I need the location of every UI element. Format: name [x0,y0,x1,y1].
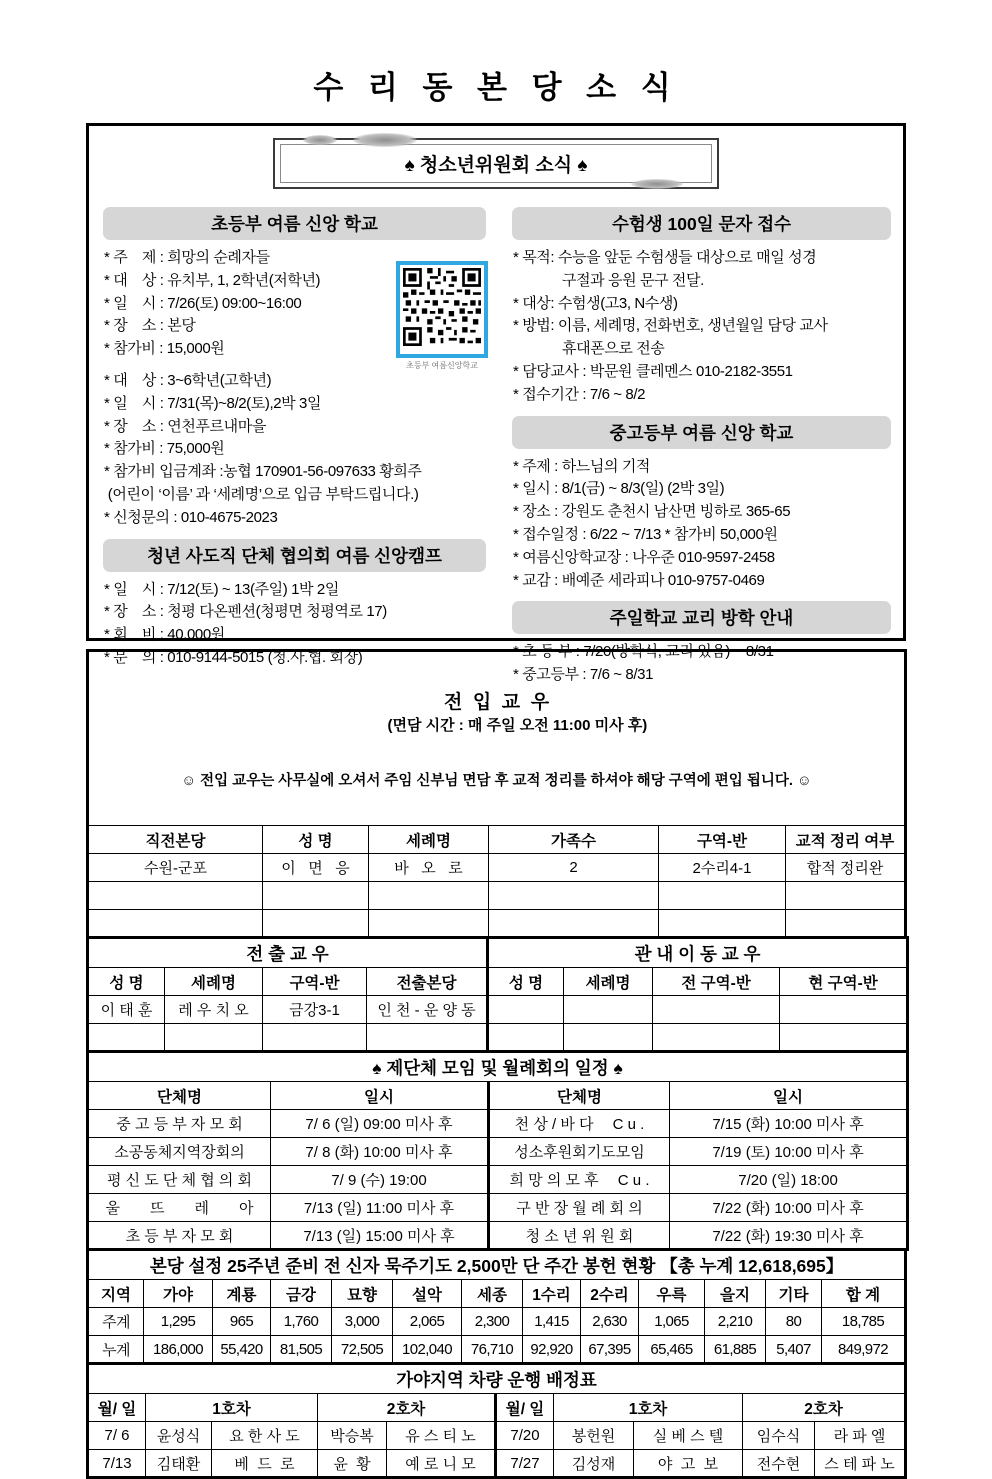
cell [780,1024,908,1052]
info-line: * 일 시 : 7/12(토) ~ 13(주일) 1박 2일 [104,580,339,598]
qr-code [396,261,488,358]
cell: 초 등 부 자 모 회 [88,1222,271,1250]
cell [488,1024,564,1052]
info-line: * 일 시 : 7/26(토) 09:00~16:00 [104,294,302,312]
info-line: * 교감 : 배예준 세라피나 010-9757-0469 [513,571,765,589]
shuttle-assignment-table [86,1362,907,1479]
info-line: * 일 시 : 7/31(목)~8/2(토),2박 3일 [104,394,322,412]
col-header: 일시 [271,1082,489,1110]
rosary-offering-table [86,1248,907,1365]
cell: 요 한 사 도 [212,1422,318,1450]
table-row [88,910,906,938]
info-line: * 주제 : 하느님의 기적 [513,457,650,475]
cell: 5,407 [766,1336,822,1364]
cell [786,882,906,910]
cell: 합적 정리완 [786,854,906,882]
cell: 186,000 [144,1336,213,1364]
col-header: 계룡 [213,1280,271,1308]
cell: 7/27 [496,1450,554,1478]
table-row [88,1194,908,1222]
section-header-elementary-summer-school: 초등부 여름 신앙 학교 [103,207,486,240]
table-row [88,1422,906,1450]
cell: 구 반 장 월 례 회 의 [489,1194,670,1222]
cell: 스 테 파 노 [815,1450,906,1478]
col-header: 합 계 [822,1280,906,1308]
col-header: 가족수 [489,826,659,854]
cell: 7/ 6 [88,1422,146,1450]
cell: 이 태 훈 [88,996,165,1024]
ink-smudge [353,133,417,147]
col-header: 단체명 [489,1082,670,1110]
youth-camp-info [97,579,492,670]
cell: 7/ 8 (화) 10:00 미사 후 [271,1138,489,1166]
cell [564,996,653,1024]
col-header: 금강 [271,1280,332,1308]
cell: 3,000 [332,1308,393,1336]
col-header: 전출본당 [367,968,488,996]
col-header: 1호차 [146,1394,318,1422]
cell: 수원-군포 [88,854,263,882]
section-header-exam-100days: 수험생 100일 문자 접수 [512,207,891,240]
info-line: 휴대폰으로 전송 [562,340,665,358]
cell [786,910,906,938]
transfer-in-title-text: 전 입 교 우 [443,692,550,713]
cell: 76,710 [462,1336,523,1364]
cell: 1,760 [271,1308,332,1336]
ink-smudge [631,179,683,189]
local-move-title: 관 내 이 동 교 우 [488,938,908,968]
info-line: * 대 상 : 3~6학년(고학년) [104,371,272,389]
cell: 예 로 니 모 [387,1450,496,1478]
col-header: 2호차 [318,1394,496,1422]
cell [653,996,780,1024]
table-row [88,996,908,1024]
cell: 2,630 [581,1308,639,1336]
cell: 102,040 [393,1336,462,1364]
transfer-in-title-note: (면담 시간 : 매 주일 오전 11:00 미사 후) [387,717,648,734]
table-row [88,882,906,910]
cell: 2,210 [705,1308,766,1336]
col-header: 교적 정리 여부 [786,826,906,854]
exam-100days-info [506,247,897,407]
col-header: 직전본당 [88,826,263,854]
cumulative-row [88,1336,906,1364]
info-line: * 참가비 입금계좌 :농협 170901-56-097633 황희주 [104,463,422,481]
cell: 7/ 6 (일) 09:00 미사 후 [271,1110,489,1138]
info-line: (어린이 ‘이름’ 과 ‘세례명’으로 입금 부탁드립니다.) [104,485,419,503]
info-line: * 목적: 수능을 앞둔 수험생들 대상으로 매일 성경 [513,249,817,266]
table-row [88,1222,908,1250]
cell: 7/13 (일) 15:00 미사 후 [271,1222,489,1250]
transfer-out-title: 전 출 교 우 [88,938,488,968]
qr-caption: 초등부 여름신앙학교 [406,361,478,370]
cell: 2 [489,854,659,882]
left-column [93,201,496,696]
table-row [88,1110,908,1138]
col-header: 구역-반 [263,968,367,996]
cell: 1,415 [523,1308,581,1336]
cell [369,910,489,938]
header-row [88,1082,908,1110]
middlehigh-summer-info [506,456,897,593]
cell: 7/19 (토) 10:00 미사 후 [670,1138,908,1166]
cell [488,996,564,1024]
cell: 성소후원회기도모임 [489,1138,670,1166]
youth-committee-box [86,123,906,684]
cell: 실 베 스 텔 [634,1422,743,1450]
col-header: 가야 [144,1280,213,1308]
col-header: 현 구역-반 [780,968,908,996]
table-row [88,1024,908,1052]
cell [780,996,908,1024]
table-row [88,854,906,882]
col-header: 성 명 [263,826,369,854]
col-header: 을지 [705,1280,766,1308]
qr-code-image [403,268,481,346]
cell: 81,505 [271,1336,332,1364]
cell [489,910,659,938]
cell: 7/22 (화) 10:00 미사 후 [670,1194,908,1222]
col-header: 묘향 [332,1280,393,1308]
cell: 7/13 [88,1450,146,1478]
cell: 김성재 [554,1450,634,1478]
cell: 레 우 치 오 [165,996,263,1024]
col-header: 일시 [670,1082,908,1110]
col-header: 성 명 [88,968,165,996]
cell: 2,300 [462,1308,523,1336]
cell [165,1024,263,1052]
right-column [496,201,899,696]
info-line: * 참가비 : 15,000원 [104,340,225,358]
col-header: 우륵 [639,1280,705,1308]
table-row [88,1450,906,1478]
cell: 누계 [88,1336,144,1364]
cell: 봉헌원 [554,1422,634,1450]
cell: 평 신 도 단 체 협 의 회 [88,1166,271,1194]
cell [88,910,263,938]
col-header: 월/ 일 [88,1394,146,1422]
cell [564,1024,653,1052]
cell: 1,295 [144,1308,213,1336]
cell: 7/20 [496,1422,554,1450]
header-row [88,968,908,996]
transfer-in-header-row [88,826,906,854]
cell [263,882,369,910]
cell [659,882,786,910]
col-header: 전 구역-반 [653,968,780,996]
page-title: 수 리 동 본 당 소 식 [313,70,679,105]
header-row [88,1394,906,1422]
cell: 92,920 [523,1336,581,1364]
col-header: 기타 [766,1280,822,1308]
info-line: * 참가비 : 75,000원 [104,440,225,458]
col-header: 세례명 [165,968,263,996]
col-header: 세종 [462,1280,523,1308]
col-header: 지역 [88,1280,144,1308]
transfer-in-subtitle: ☺ 전입 교우는 사무실에 오셔서 주임 신부님 면담 후 교적 정리를 하셔야 해당 구역에 편입 됩니다. ☺ [181,773,812,789]
cell: 67,395 [581,1336,639,1364]
cell: 베 드 로 [212,1450,318,1478]
cell: 박승복 [318,1422,387,1450]
cell: 울 뜨 레 아 [88,1194,271,1222]
cell: 김태환 [146,1450,212,1478]
cell: 바 오 로 [369,854,489,882]
cell: 윤 황 [318,1450,387,1478]
col-header: 설악 [393,1280,462,1308]
cell: 유 스 티 노 [387,1422,496,1450]
ink-smudge [303,135,337,145]
cell: 7/13 (일) 11:00 미사 후 [271,1194,489,1222]
cell: 65,465 [639,1336,705,1364]
info-line: * 신청문의 : 010-4675-2023 [104,508,278,526]
section-header-youth-apostolate-camp: 청년 사도직 단체 협의회 여름 신앙캠프 [103,539,486,572]
cell: 인 천 - 운 양 동 [367,996,488,1024]
cell [367,1024,488,1052]
info-line: 구절과 응원 문구 전달. [562,271,704,289]
cell: 80 [766,1308,822,1336]
col-header: 2수리 [581,1280,639,1308]
info-line: * 장소 : 강원도 춘천시 남산면 빙하로 365-65 [513,503,791,521]
table-row [88,1166,908,1194]
cell [489,882,659,910]
table-row [88,1138,908,1166]
info-line: * 주 제 : 희망의 순례자들 [104,249,270,266]
cell: 1,065 [639,1308,705,1336]
info-line: * 방법: 이름, 세례명, 전화번호, 생년월일 담당 교사 [513,317,828,335]
cell [88,882,263,910]
col-header: 1호차 [554,1394,743,1422]
group-meetings-table [86,1050,909,1251]
cell: 18,785 [822,1308,906,1336]
info-line: * 대 상 : 유치부, 1, 2학년(저학년) [104,271,321,289]
cell: 주계 [88,1308,144,1336]
cell: 소공동체지역장회의 [88,1138,271,1166]
youth-news-banner [273,138,719,189]
cell: 7/22 (화) 19:30 미사 후 [670,1222,908,1250]
cell: 849,972 [822,1336,906,1364]
cell: 중 고 등 부 자 모 회 [88,1110,271,1138]
info-line: * 접수기간 : 7/6 ~ 8/2 [513,385,646,403]
transfer-out-local-move-table [86,936,909,1053]
cell [659,910,786,938]
sunday-school-vacation-info [506,641,897,687]
cell: 2수리4-1 [659,854,786,882]
info-line: * 중고등부 : 7/6 ~ 8/31 [513,666,654,684]
cell: 7/ 9 (수) 19:00 [271,1166,489,1194]
info-line: * 초 등 부 : 7/20(방학식, 교리 있음) ~ 8/31 [513,643,774,661]
cell [263,910,369,938]
cell: 임수식 [743,1422,815,1450]
info-line: * 회 비 : 40,000원 [104,626,225,644]
cell: 55,420 [213,1336,271,1364]
info-line: * 일시 : 8/1(금) ~ 8/3(일) (2박 3일) [513,480,725,498]
cell: 천 상 / 바 다 C u . [489,1110,670,1138]
col-header: 월/ 일 [496,1394,554,1422]
cell: 72,505 [332,1336,393,1364]
info-line: * 장 소 : 본당 [104,317,196,335]
cell: 희 망 의 모 후 C u . [489,1166,670,1194]
col-header: 성 명 [488,968,564,996]
col-header: 세례명 [564,968,653,996]
section-header-middlehigh-summer-school: 중고등부 여름 신앙 학교 [512,416,891,449]
cell: 2,065 [393,1308,462,1336]
shuttle-title: 가야지역 차량 운행 배정표 [88,1364,906,1394]
group-meetings-title: ♠ 제단체 모임 및 월례회의 일정 ♠ [88,1052,908,1082]
rosary-title: 본당 설정 25주년 준비 전 신자 묵주기도 2,500만 단 주간 봉헌 현황 【총 누계 12,618,695】 [88,1250,906,1280]
cell [653,1024,780,1052]
info-line: * 담당교사 : 박문원 클레멘스 010-2182-3551 [513,362,793,380]
header-row [88,1280,906,1308]
qr-code-block [392,261,492,371]
info-line: * 접수일정 : 6/22 ~ 7/13 * 참가비 50,000원 [513,525,778,543]
col-header: 2호차 [743,1394,906,1422]
section-header-sunday-school-vacation: 주일학교 교리 방학 안내 [512,601,891,634]
info-line: * 대상: 수험생(고3, N수생) [513,294,678,312]
cell: 965 [213,1308,271,1336]
info-line: * 여름신앙학교장 : 나우준 010-9597-2458 [513,548,775,566]
cell: 라 파 엘 [815,1422,906,1450]
cell [88,1024,165,1052]
info-line: * 장 소 : 연천푸르내마을 [104,417,266,435]
cell: 전수현 [743,1450,815,1478]
cell [263,1024,367,1052]
col-header: 구역-반 [659,826,786,854]
cell: 야 고 보 [634,1450,743,1478]
cell: 7/20 (일) 18:00 [670,1166,908,1194]
cell: 61,885 [705,1336,766,1364]
col-header: 단체명 [88,1082,271,1110]
weekly-row [88,1308,906,1336]
cell: 이 면 응 [263,854,369,882]
cell: 금강3-1 [263,996,367,1024]
cell [369,882,489,910]
cell: 청 소 년 위 원 회 [489,1222,670,1250]
banner-label: ♠ 청소년위원회 소식 ♠ [280,144,712,183]
elementary-upper-grades-info [97,370,492,530]
col-header: 1수리 [523,1280,581,1308]
col-header: 세례명 [369,826,489,854]
info-line: * 문 의 : 010-9144-5015 (청.사.협. 회장) [104,648,363,666]
cell: 7/15 (화) 10:00 미사 후 [670,1110,908,1138]
cell: 윤성식 [146,1422,212,1450]
info-line: * 장 소 : 청평 다온펜션(청평면 청평역로 17) [104,603,387,621]
